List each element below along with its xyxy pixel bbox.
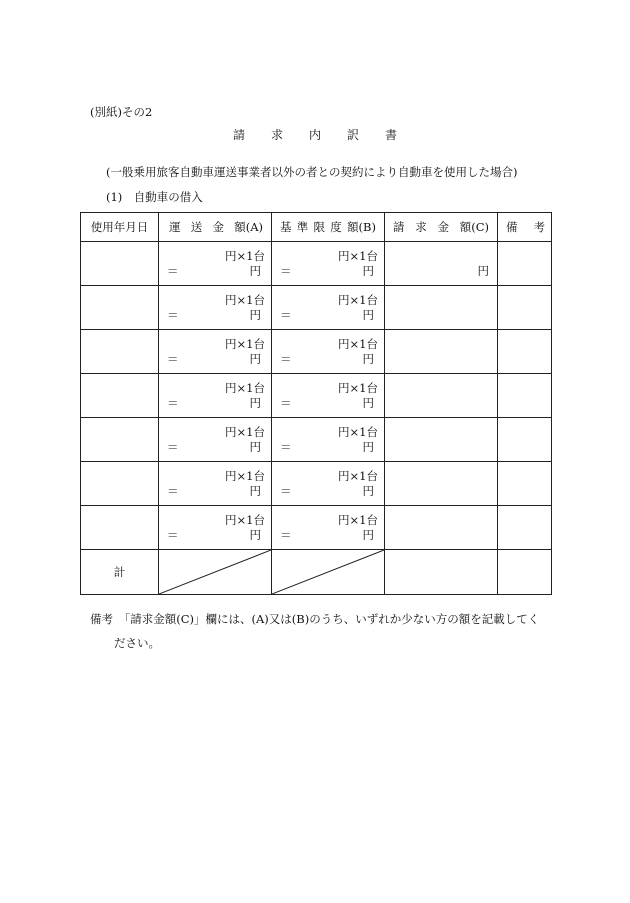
transport-amount-cell: 円×1台 ＝ 円 (159, 286, 272, 330)
remarks-cell (498, 462, 552, 506)
claim-amount-total-cell (385, 550, 498, 595)
diagonal-strike (272, 550, 384, 594)
claim-amount-cell (385, 374, 498, 418)
header-claim-amount: 請 求 金 額(C) (385, 213, 498, 242)
table-row (81, 506, 552, 550)
remarks-cell (498, 286, 552, 330)
remarks-note: 備考 「請求金額(C)」欄には、(A)又は(B)のうち、いずれか少ない方の額を記載してく (90, 612, 540, 626)
remarks-cell (498, 506, 552, 550)
standard-limit-cell: 円×1台 ＝ 円 (272, 286, 385, 330)
title-char: 求 (270, 128, 309, 142)
header-remarks: 備 考 (498, 213, 552, 242)
table-row (81, 330, 552, 374)
header-usage-date: 使用年月日 (81, 213, 159, 242)
standard-limit-total-cell (272, 550, 385, 595)
claim-amount-cell (385, 506, 498, 550)
transport-amount-cell: 円×1台 ＝ 円 (159, 374, 272, 418)
claim-amount-cell: 円 (385, 242, 498, 286)
header-standard-limit: 基 準 限 度 額(B) (272, 213, 385, 242)
table-row (81, 242, 552, 286)
usage-date-cell (81, 418, 159, 462)
title-char: 書 (385, 128, 398, 142)
title-char: 内 (308, 128, 347, 142)
usage-date-cell (81, 330, 159, 374)
table-row (81, 286, 552, 330)
title-char: 訳 (347, 128, 386, 142)
remarks-cell (498, 418, 552, 462)
claim-breakdown-table (80, 212, 552, 595)
transport-amount-cell: 円×1台 ＝ 円 (159, 330, 272, 374)
section-heading: (1) 自動車の借入 (106, 190, 203, 204)
table-row (81, 418, 552, 462)
table-row (81, 374, 552, 418)
document-subtitle: (一般乗用旅客自動車運送事業者以外の者との契約により自動車を使用した場合) (106, 165, 518, 179)
transport-amount-total-cell (159, 550, 272, 595)
claim-amount-cell (385, 330, 498, 374)
usage-date-cell (81, 286, 159, 330)
attachment-label: (別紙)その2 (90, 105, 153, 119)
title-char: 請 (232, 128, 271, 142)
transport-amount-cell: 円×1台 ＝ 円 (159, 506, 272, 550)
claim-amount-cell (385, 418, 498, 462)
claim-amount-cell (385, 286, 498, 330)
table-row (81, 462, 552, 506)
remarks-total-cell (498, 550, 552, 595)
standard-limit-cell: 円×1台 ＝ 円 (272, 418, 385, 462)
transport-amount-cell: 円×1台 ＝ 円 (159, 242, 272, 286)
usage-date-cell (81, 242, 159, 286)
total-row (81, 550, 552, 595)
diagonal-strike (159, 550, 271, 594)
table-header-row (81, 213, 552, 242)
remarks-cell (498, 374, 552, 418)
header-transport-amount: 運 送 金 額(A) (159, 213, 272, 242)
standard-limit-cell: 円×1台 ＝ 円 (272, 462, 385, 506)
standard-limit-cell: 円×1台 ＝ 円 (272, 506, 385, 550)
standard-limit-cell: 円×1台 ＝ 円 (272, 330, 385, 374)
usage-date-cell (81, 462, 159, 506)
usage-date-cell (81, 506, 159, 550)
standard-limit-cell: 円×1台 ＝ 円 (272, 374, 385, 418)
transport-amount-cell: 円×1台 ＝ 円 (159, 462, 272, 506)
standard-limit-cell: 円×1台 ＝ 円 (272, 242, 385, 286)
claim-amount-cell (385, 462, 498, 506)
document-title (0, 126, 630, 143)
remarks-cell (498, 330, 552, 374)
remarks-cell (498, 242, 552, 286)
total-label: 計 (81, 550, 159, 595)
transport-amount-cell: 円×1台 ＝ 円 (159, 418, 272, 462)
usage-date-cell (81, 374, 159, 418)
remarks-note-continued: ださい。 (114, 636, 160, 650)
